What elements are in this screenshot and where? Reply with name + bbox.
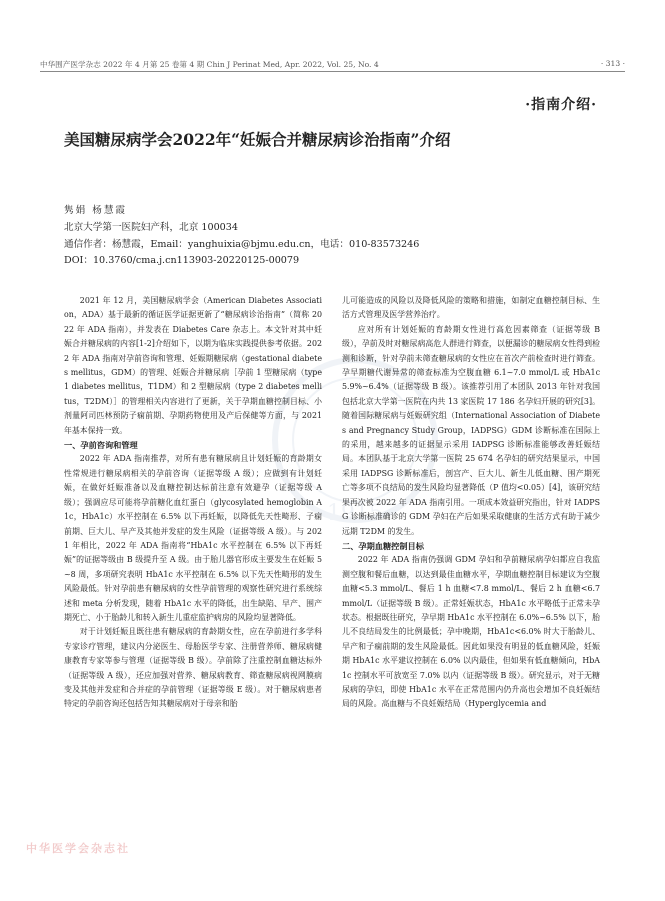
section-heading: 二、孕期血糖控制目标	[342, 540, 424, 551]
authors: 隽娟 杨慧霞	[64, 205, 128, 216]
correspondence: 通信作者：杨慧霞，Email：yanghuixia@bjmu.edu.cn，电话：010-83573246	[64, 239, 420, 250]
page-number: · 313 ·	[600, 59, 625, 68]
doi: DOI：10.3760/cma.j.cn113903-20220125-00079	[64, 255, 300, 266]
publisher-logo: 中华医学会杂志社	[26, 842, 130, 855]
body-paragraph: 对于计划妊娠且既往患有糖尿病的育龄期女性，应在孕前进行多学科专家诊疗管理，建议内分泌医生、母胎医学专家、注册营养师、糖尿病健康教育专家等参与管理（证据等级 B 级）。孕前除了注重控制血糖达标外（证据等级 A 级），还应加强对营养、糖尿病教育、筛查糖尿病视网膜病变及其他并发症和合并症的孕前管理（证据等级 E 级）。对于糖尿病患者特定的孕前咨询还包括告知其糖尿病对于母亲和胎	[64, 627, 322, 709]
article-title: 美国糖尿病学会2022年“妊娠合并糖尿病诊治指南”介绍	[64, 130, 451, 149]
body-paragraph: 儿可能造成的风险以及降低风险的策略和措施，如制定血糖控制目标、生活方式管理及医学营养治疗。	[342, 296, 600, 320]
left-column	[64, 294, 322, 712]
running-header: 中华围产医学杂志 2022 年 4 月第 25 卷第 4 期 Chin J Perinat Med, Apr. 2022, Vol. 25, No. 4	[40, 60, 379, 69]
right-column	[342, 294, 600, 712]
seal-year: 1915	[327, 501, 383, 526]
body-paragraph: 2022 年 ADA 指南仍强调 GDM 孕妇和孕前糖尿病孕妇都应自我监测空腹和餐后血糖，以达到最佳血糖水平，孕期血糖控制目标建议为空腹血糖<5.3 mmol/L、餐后 1 h 血糖<7.8 mmol/L、餐后 2 h 血糖<6.7 mmol/L（证据等级 B 级）。正常妊娠状态，HbA1c 水平略低于正常未孕状态。根据既往研究，孕早期 HbA1c 水平控制在 6.0%~6.5% 以下，胎儿不良结局发生的比例最低；孕中晚期，HbA1c<6.0% 时大于胎龄儿、早产和子痫前期的发生风险最低。因此如果没有明显的低血糖风险，妊娠期 HbA1c 水平建议控制在 6.0% 以内最佳，但如果有低血糖倾向，HbA1c 控制水平可放宽至 7.0% 以内（证据等级 B 级）。研究显示，对于无糖尿病的孕妇，即使 HbA1c 水平在正常范围内仍升高也会增加不良妊娠结局的风险。高血糖与不良妊娠结局（Hyperglycemia and	[342, 555, 600, 709]
affiliation: 北京大学第一医院妇产科，北京 100034	[64, 222, 238, 233]
body-paragraph: 应对所有计划妊娠的育龄期女性进行高危因素筛查（证据等级 B 级），孕前及时对糖尿病高危人群进行筛查，以便漏诊的糖尿病女性得到检测和诊断，针对孕前未筛查糖尿病的女性应在首次产前检查时进行筛查。孕早期糖代谢异常的筛查标准为空腹血糖 6.1~7.0 mmol/L 或 HbA1c 5.9%~6.4%（证据等级 B 级）。该推荐引用了本团队 2013 年针对我国包括北京大学第一医院在内共 13 家医院 17 186 名孕妇开展的研究[3]。随着国际糖尿病与妊娠研究组（International Association of Diabetes and Pregnancy Study Group，IADPSG）GDM 诊断标准在国际上的采用，越来越多的证据显示采用 IADPSG 诊断标准能够改善妊娠结局。本团队基于北京大学第一医院 25 674 名孕妇的研究结果显示，中国采用 IADPSG 诊断标准后，剖宫产、巨大儿、新生儿低血糖、围产期死亡等多项不良结局的发生风险均显著降低（P 值均<0.05）[4]，该研究结果再次被 2022 年 ADA 指南引用。一项成本效益研究指出，针对 IADPSG 诊断标准确诊的 GDM 孕妇在产后如果采取健康的生活方式有助于减少远期 T2DM 的发生。	[342, 324, 600, 536]
section-tag: ·指南介绍·	[525, 97, 597, 113]
body-columns	[64, 294, 600, 712]
section-heading: 一、孕前咨询和管理	[64, 440, 138, 451]
body-paragraph: 2022 年 ADA 指南推荐，对所有患有糖尿病且计划妊娠的育龄期女性常规进行糖尿病相关的孕前咨询（证据等级 A 级）；应做到有计划妊娠，在做好妊娠准备以及血糖控制达标前注意有效避孕（证据等级 A 级）；强调应尽可能将孕前糖化血红蛋白（glycosylated hemoglobin A1c，HbA1c）水平控制在 6.5% 以下再妊娠，以降低先天性畸形、子痫前期、巨大儿、早产及其他并发症的发生风险（证据等级 A 级）。与 2021 年相比，2022 年 ADA 指南将“HbA1c 水平控制在 6.5% 以下再妊娠”的证据等级由 B 级提升至 A 级。由于胎儿器官形成主要发生在妊娠 5~8 周，多项研究表明 HbA1c 水平控制在 6.5% 以下先天性畸形的发生风险最低。针对孕前患有糖尿病的女性孕前管理的观察性研究进行系统综述和 meta 分析发现，随着 HbA1c 水平的降低，出生缺陷、早产、围产期死亡、小于胎龄儿和转入新生儿重症监护病房的风险均显著降低。	[64, 454, 322, 622]
header-divider	[40, 71, 625, 72]
body-paragraph: 2021 年 12 月，美国糖尿病学会（American Diabetes Association，ADA）基于最新的循证医学证据更新了“糖尿病诊治指南”（简称 2022 年 ADA 指南），并发表在 Diabetes Care 杂志上。本文针对其中妊娠合并糖尿病的内容[1-2]介绍如下，以期为临床实践提供参考依据。2022 年 ADA 指南对孕前咨询和管理、妊娠期糖尿病（gestational diabetes mellitus，GDM）的管理、妊娠合并糖尿病［孕前 1 型糖尿病（type 1 diabetes mellitus，T1DM）和 2 型糖尿病（type 2 diabetes mellitus，T2DM）］的管理相关内容进行了更新，关于孕期血糖控制目标、小剂量阿司匹林预防子痫前期、孕期药物使用及产后保健等方面，与 2021 年基本保持一致。	[64, 296, 322, 435]
